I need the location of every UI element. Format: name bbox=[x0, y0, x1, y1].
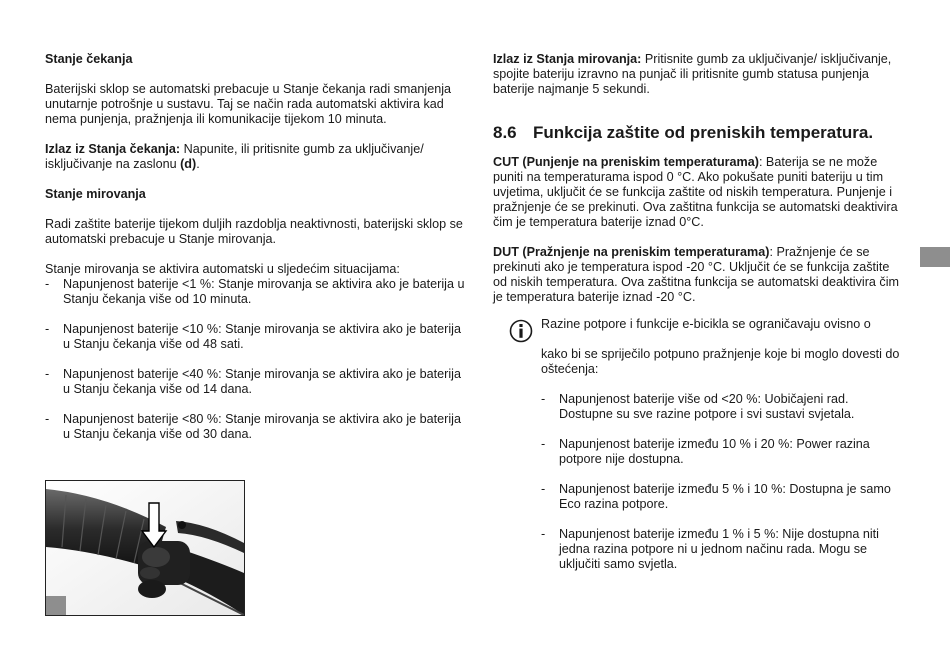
list-item: - Napunjenost baterije <10 %: Stanje mirovanja se aktivira ako je baterija u Stanju čekanja više od 48 sati. bbox=[45, 322, 470, 352]
info-icon bbox=[509, 319, 533, 343]
dut-label: DUT (Pražnjenje na preniskim temperaturama) bbox=[493, 245, 770, 259]
standby-exit-label: Izlaz iz Stanja čekanja: bbox=[45, 142, 181, 156]
grey-badge bbox=[46, 596, 66, 615]
section-number: 8.6 bbox=[493, 123, 517, 142]
list-item: - Napunjenost baterije više od <20 %: Uobičajeni rad. Dostupne su sve razine potpore i svi sustavi svjetala. bbox=[541, 392, 905, 422]
note-second: kako bi se spriječilo potpuno pražnjenje koje bi moglo dovesti do oštećenja: bbox=[541, 347, 900, 376]
note-body bbox=[493, 317, 905, 572]
rest-list bbox=[45, 277, 470, 442]
standby-exit-ref: (d) bbox=[180, 157, 197, 171]
rest-intro: Stanje mirovanja se aktivira automatski u sljedećim situacijama: bbox=[45, 262, 400, 276]
note-first-line: Razine potpore i funkcije e-bicikla se ograničavaju ovisno o bbox=[541, 317, 871, 331]
rest-exit-text: Pritisnite gumb za uključivanje/ isključivanje, spojite bateriju izravno na punjač ili pritisnite gumb statusa punjenja baterije najmanje 5 sekundi. bbox=[493, 52, 892, 96]
handlebar-illustration bbox=[46, 481, 244, 615]
list-item: - Napunjenost baterije između 1 % i 5 %: Nije dostupna niti jedna razina potpore ni u jednom načinu rada. Mogu se uključiti samo svjetla. bbox=[541, 527, 905, 572]
rest-text: Radi zaštite baterije tijekom duljih razdoblja neaktivnosti, baterijski sklop se automatski prebacuje u Stanje mirovanja. bbox=[45, 217, 463, 246]
list-item: - Napunjenost baterije <40 %: Stanje mirovanja se aktivira ako je baterija u Stanju čekanja više od 14 dana. bbox=[45, 367, 470, 397]
note-list bbox=[541, 392, 905, 572]
chapter-tab bbox=[920, 247, 950, 267]
section-title-text: Funkcija zaštite od preniskih temperatura. bbox=[533, 123, 874, 142]
standby-exit-text: Napunite, ili pritisnite gumb za uključivanje/ isključivanje na zaslonu bbox=[45, 142, 424, 171]
standby-exit-end: . bbox=[196, 157, 200, 171]
section-title bbox=[493, 123, 905, 143]
rest-exit bbox=[493, 52, 905, 97]
list-item: - Napunjenost baterije između 5 % i 10 %: Dostupna je samo Eco razina potpore. bbox=[541, 482, 905, 512]
right-column bbox=[493, 52, 905, 572]
list-item: - Napunjenost baterije <1 %: Stanje mirovanja se aktivira ako je baterija u Stanju čekanja više od 10 minuta. bbox=[45, 277, 470, 307]
left-column bbox=[45, 52, 470, 442]
standby-exit bbox=[45, 142, 470, 172]
cut-paragraph bbox=[493, 155, 905, 230]
dut-text: : Pražnjenje će se prekinuti ako je temperatura ispod -20 °C. Uključit će se funkcija zaštite od niskih temperatura. Ova zaštitna funkcija se automatski deaktivira čim je temperatura baterije iznad -20 °C. bbox=[493, 245, 899, 304]
handlebar-photo bbox=[45, 480, 245, 616]
rest-exit-label: Izlaz iz Stanja mirovanja: bbox=[493, 52, 642, 66]
list-item: - Napunjenost baterije između 10 % i 20 %: Power razina potpore nije dostupna. bbox=[541, 437, 905, 467]
standby-text: Baterijski sklop se automatski prebacuje u Stanje čekanja radi smanjenja unutarnje potrošnje u sustavu. Taj se način rada automatski aktivira kad nema punjenja, pražnjenja ili komunikacije tijekom 10 minuta. bbox=[45, 82, 452, 126]
list-item: - Napunjenost baterije <80 %: Stanje mirovanja se aktivira ako je baterija u Stanju čekanja više od 30 dana. bbox=[45, 412, 470, 442]
rest-heading: Stanje mirovanja bbox=[45, 187, 146, 201]
note-box bbox=[493, 317, 905, 572]
standby-heading: Stanje čekanja bbox=[45, 52, 133, 66]
cut-text: : Baterija se ne može puniti na temperaturama ispod 0 °C. Ako pokušate puniti bateriju u tim uvjetima, uključit će se funkcija zaštite od niskih temperatura. Punjenje i pražnjenje će se prekinuti. Ova zaštitna funkcija se automatski deaktivira čim je temperatura baterije iznad 0°C. bbox=[493, 155, 898, 229]
dut-paragraph bbox=[493, 245, 905, 305]
cut-label: CUT (Punjenje na preniskim temperaturama) bbox=[493, 155, 759, 169]
